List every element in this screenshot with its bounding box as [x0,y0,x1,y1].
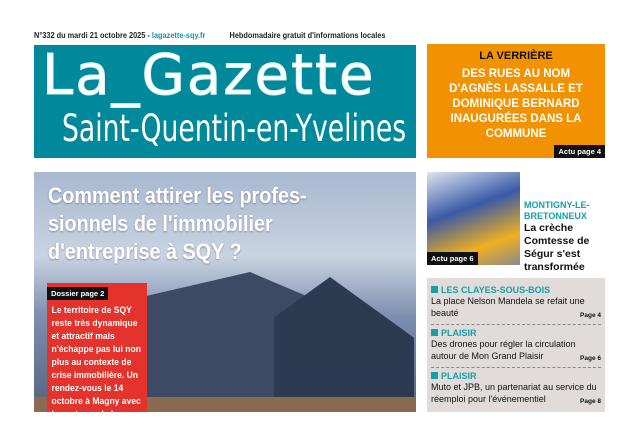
headline-line: sionnels de l'immobilier [48,211,273,236]
secondary-kicker: MONTIGNY-LE-BRETONNEUX [524,200,590,221]
brief-item[interactable] [431,282,601,325]
feature-box[interactable] [427,44,605,158]
website-link[interactable]: lagazette-sqy.fr [151,31,206,40]
brief-page: Page 4 [580,312,601,319]
masthead-subtitle: Saint-Quentin-en-Yvelines [62,107,407,150]
issue-line [34,31,385,40]
masthead-title: La_Gazette [42,45,376,108]
masthead-logo [34,45,416,158]
brief-headline: La place Nelson Mandela se refait une beauté [431,296,585,318]
issue-number: N°332 [34,31,55,40]
brief-kicker: LES CLAYES-SOUS-BOIS [431,285,601,295]
secondary-headline: La crèche Comtesse de Ségur s'est transformée [524,222,590,273]
main-headline [48,182,307,266]
headline-line: d'entreprise à SQY ? [48,239,242,264]
brief-item[interactable] [431,325,601,368]
brief-page: Page 8 [580,398,601,405]
feature-page-tag: Actu page 4 [554,145,605,158]
brief-kicker: PLAISIR [431,371,601,381]
dossier-lede: Le territoire de SQY reste très dynamique et attractif mais n'échappe pas lui non plus au contexte de crise immobilière. Un rendez-vous le 14 octobre à Magny avec les acteurs de la filière a été l'occa- [51,305,141,433]
dossier-page-tag: Dossier page 2 [47,287,108,300]
feature-kicker: LA VERRIÈRE [479,50,553,62]
secondary-page-tag: Actu page 6 [427,252,478,265]
brief-page: Page 6 [580,355,601,362]
brief-headline: Des drones pour régler la circulation autour de Mon Grand Plaisir [431,339,576,361]
creche-photo[interactable] [427,172,520,265]
dossier-box[interactable] [47,283,147,433]
briefs-box [427,278,605,412]
headline-line: Comment attirer les profes- [48,183,307,208]
brief-headline: Muto et JPB, un partenariat au service du réemploi pour l'événementiel [431,382,597,404]
secondary-story[interactable] [524,200,614,274]
feature-headline: DES RUES AU NOM D'AGNÈS LASSALLE ET DOMINIQUE BERNARD INAUGURÉES DANS LA COMMUNE [449,68,583,140]
brief-item[interactable] [431,368,601,410]
issue-date: du mardi 21 octobre 2025 - [56,31,150,40]
tagline: Hebdomadaire gratuit d'informations locales [229,31,386,40]
brief-kicker: PLAISIR [431,328,601,338]
